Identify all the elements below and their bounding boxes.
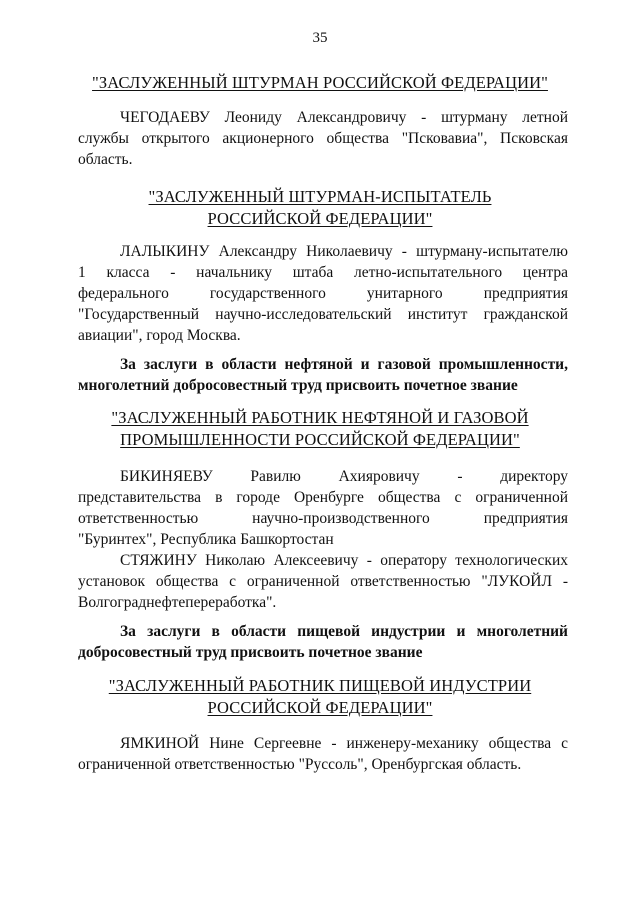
entry-line: ограниченной ответственностью "Руссоль", Оренбургская область. <box>78 756 522 773</box>
award-title <box>60 72 580 94</box>
award-title <box>60 675 580 719</box>
award-title-line: "ЗАСЛУЖЕННЫЙ РАБОТНИК НЕФТЯНОЙ И ГАЗОВОЙ <box>111 408 529 427</box>
entry-line: СТЯЖИНУ Николаю Алексеевичу - оператору технологических <box>120 552 568 569</box>
award-entry <box>78 466 568 550</box>
award-title <box>60 407 580 451</box>
entry-line: "Буринтех", Республика Башкортостан <box>78 531 334 548</box>
award-entry <box>78 733 568 775</box>
preamble-line: За заслуги в области пищевой индустрии и многолетний <box>120 623 568 640</box>
entry-line: Волгограднефтепереработка". <box>78 594 277 611</box>
award-title-line: РОССИЙСКОЙ ФЕДЕРАЦИИ" <box>207 698 433 717</box>
entry-line: ЧЕГОДАЕВУ Леониду Александровичу - штурману летной <box>120 109 568 126</box>
award-entry <box>78 241 568 346</box>
award-title-line: ПРОМЫШЛЕННОСТИ РОССИЙСКОЙ ФЕДЕРАЦИИ" <box>120 430 520 449</box>
entry-line: установок общества с ограниченной ответственностью "ЛУКОЙЛ - <box>78 573 568 590</box>
award-title-line: "ЗАСЛУЖЕННЫЙ ШТУРМАН РОССИЙСКОЙ ФЕДЕРАЦИИ" <box>92 73 548 92</box>
entry-line: ЛАЛЫКИНУ Александру Николаевичу - штурману-испытателю <box>120 243 568 260</box>
award-title-line: РОССИЙСКОЙ ФЕДЕРАЦИИ" <box>207 209 433 228</box>
preamble-line: За заслуги в области нефтяной и газовой промышленности, <box>120 356 568 373</box>
entry-line: "Государственный научно-исследовательский институт гражданской <box>78 306 568 323</box>
preamble-line: многолетний добросовестный труд присвоить почетное звание <box>78 377 518 394</box>
award-title-line: "ЗАСЛУЖЕННЫЙ ШТУРМАН-ИСПЫТАТЕЛЬ <box>148 187 492 206</box>
entry-line: 1 класса - начальнику штаба летно-испытательного центра <box>78 264 568 281</box>
award-preamble <box>78 621 568 663</box>
award-entry <box>78 107 568 170</box>
award-title-line: "ЗАСЛУЖЕННЫЙ РАБОТНИК ПИЩЕВОЙ ИНДУСТРИИ <box>108 676 532 695</box>
page-number: 35 <box>312 30 328 46</box>
award-title <box>60 186 580 230</box>
entry-line: федерального государственного унитарного предприятия <box>78 285 568 302</box>
entry-line: область. <box>78 151 133 168</box>
entry-line: авиации", город Москва. <box>78 327 241 344</box>
award-entry <box>78 550 568 613</box>
entry-line: представительства в городе Оренбурге общества с ограниченной <box>78 489 568 506</box>
preamble-line: добросовестный труд присвоить почетное звание <box>78 644 423 661</box>
award-preamble <box>78 354 568 396</box>
entry-line: БИКИНЯЕВУ Равилю Ахияровичу - директору <box>120 468 568 485</box>
entry-line: ЯМКИНОЙ Нине Сергеевне - инженеру-механику общества с <box>120 735 568 752</box>
entry-line: ответственностью научно-производственного предприятия <box>78 510 568 527</box>
entry-line: службы открытого акционерного общества "Псковавиа", Псковская <box>78 130 568 147</box>
